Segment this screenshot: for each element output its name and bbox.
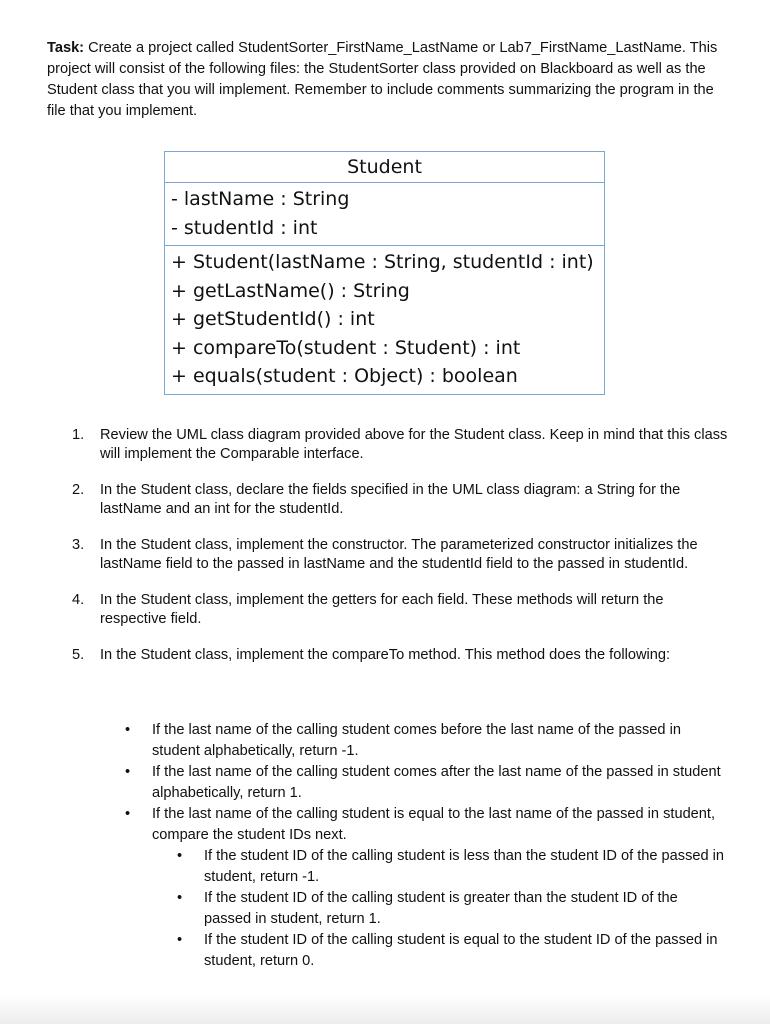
bullet-item [118, 804, 728, 846]
sub-bullet-text: If the student ID of the calling student is greater than the student ID of the passed in student, return 1. [204, 890, 678, 927]
sub-bullet-item [118, 846, 728, 888]
uml-method: + getStudentId() : int [171, 308, 375, 330]
step-text: In the Student class, implement the compareTo method. This method does the following: [100, 647, 671, 663]
uml-method: + compareTo(student : Student) : int [171, 336, 521, 359]
uml-class-diagram [164, 151, 605, 395]
sub-bullet-item [118, 888, 728, 930]
step-item [72, 536, 732, 574]
step-number: 2. [72, 482, 85, 498]
bullet-dot-icon: • [177, 932, 183, 948]
uml-method: + getLastName() : String [171, 279, 410, 302]
step-number: 5. [72, 647, 85, 663]
sub-bullet-item [118, 930, 728, 972]
task-label: Task: [47, 40, 85, 56]
step-item [72, 591, 732, 629]
step-text: Review the UML class diagram provided above for the Student class. Keep in mind that this class will implement the Comparable interface. [100, 427, 728, 462]
sub-bullet-text: If the student ID of the calling student is equal to the student ID of the passed in student, return 0. [204, 932, 718, 969]
uml-attribute: - studentId : int [171, 216, 318, 239]
bullet-text: If the last name of the calling student comes after the last name of the passed in student alphabetically, return 1. [152, 764, 721, 801]
task-paragraph [47, 38, 727, 122]
bullet-dot-icon: • [125, 764, 131, 780]
uml-attribute: - lastName : String [171, 188, 350, 210]
step-number: 1. [72, 427, 85, 443]
step-item [72, 426, 732, 464]
bullet-text: If the last name of the calling student comes before the last name of the passed in student alphabetically, return -1. [152, 722, 681, 759]
uml-methods [165, 246, 604, 394]
step-number: 4. [72, 592, 85, 608]
bullet-item [118, 762, 728, 804]
uml-class-name: Student [165, 152, 604, 183]
bullet-item [118, 720, 728, 762]
uml-method: + equals(student : Object) : boolean [171, 365, 518, 387]
bullet-dot-icon: • [125, 806, 131, 822]
step-number: 3. [72, 537, 85, 553]
instruction-steps [72, 426, 732, 682]
bullet-dot-icon: • [177, 848, 183, 864]
uml-method: + Student(lastName : String, studentId : int) [171, 251, 594, 273]
step-item [72, 481, 732, 519]
bullet-dot-icon: • [177, 890, 183, 906]
bullet-text: If the last name of the calling student is equal to the last name of the passed in student, compare the student IDs next. [152, 806, 716, 843]
step-item [72, 646, 732, 665]
page-bottom-shadow [0, 996, 770, 1024]
step-text: In the Student class, implement the constructor. The parameterized constructor initializes the lastName field to the passed in lastName and the studentId field to the passed in studentId. [100, 537, 698, 572]
step-text: In the Student class, declare the fields specified in the UML class diagram: a String for the lastName and an int for the studentId. [100, 482, 681, 517]
task-text: Create a project called StudentSorter_FirstName_LastName or Lab7_FirstName_LastName. This project will consist of the following files: the StudentSorter class provided on Blackboard as well as the Student class that you will implement. Remember to include comments summarizing the program in the file that you implement. [47, 40, 718, 119]
step-text: In the Student class, implement the getters for each field. These methods will return the respective field. [100, 592, 664, 627]
compare-to-rules [118, 720, 728, 972]
uml-attributes [165, 183, 604, 246]
sub-bullet-text: If the student ID of the calling student is less than the student ID of the passed in student, return -1. [204, 848, 725, 885]
bullet-dot-icon: • [125, 722, 131, 738]
